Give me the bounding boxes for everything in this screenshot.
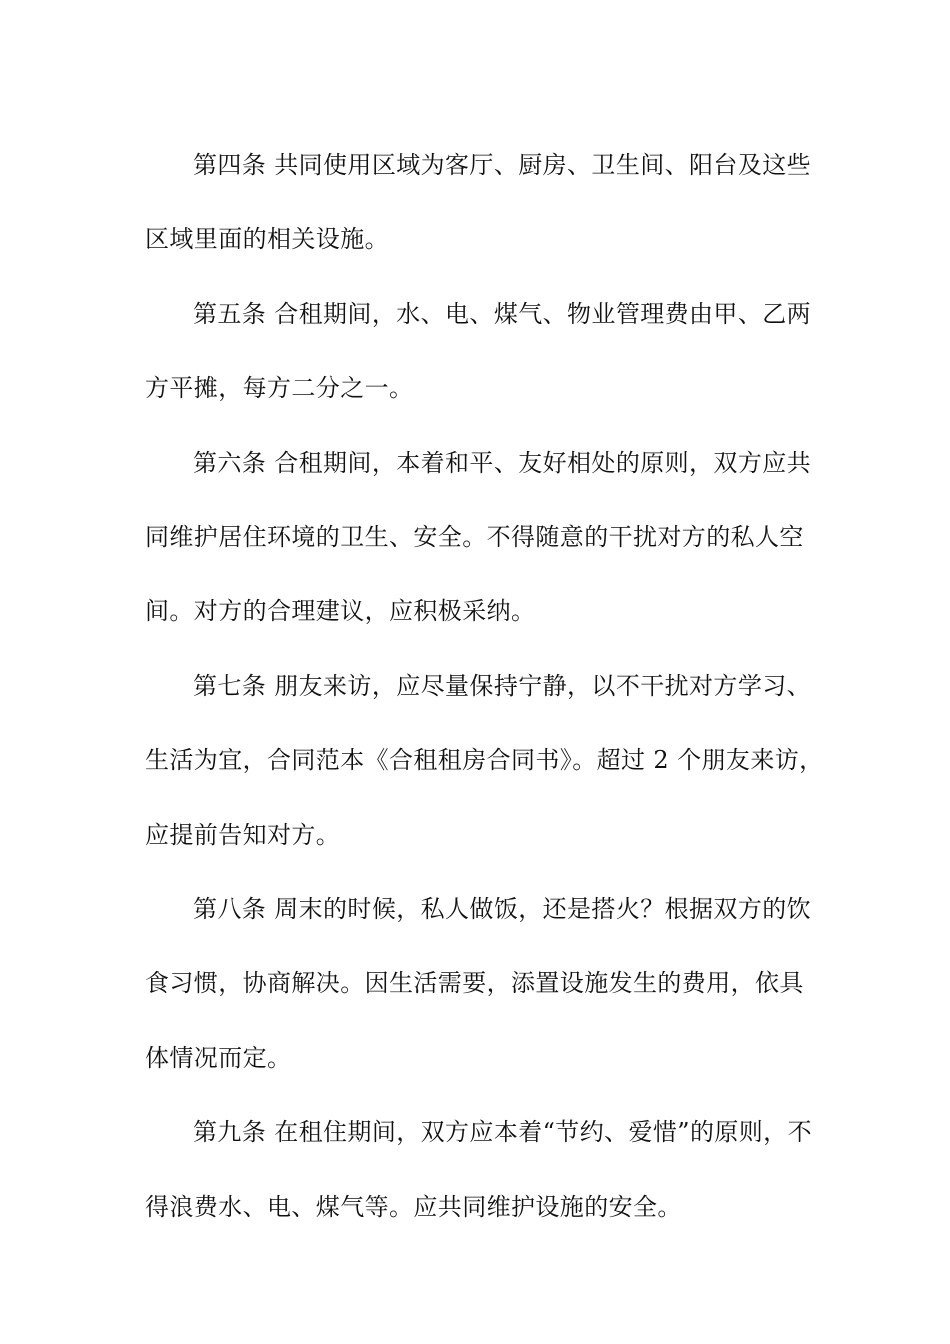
article-6-paragraph: 第六条 合租期间，本着和平、友好相处的原则，双方应共同维护居住环境的卫生、安全。不得随意的干扰对方的私人空间。对方的合理建议，应积极采纳。 (145, 448, 812, 626)
article-9-paragraph: 第九条 在租住期间，双方应本着“节约、爱惜”的原则，不得浪费水、电、煤气等。应共同维护设施的安全。 (145, 1118, 812, 1221)
article-4-paragraph: 第四条 共同使用区域为客厅、厨房、卫生间、阳台及这些区域里面的相关设施。 (145, 151, 812, 254)
article-7-paragraph: 第七条 朋友来访，应尽量保持宁静，以不干扰对方学习、生活为宜，合同范本《合租租房合同书》。超过 2 个朋友来访，应提前告知对方。 (145, 671, 824, 849)
document-body (145, 128, 825, 1244)
article-5-paragraph: 第五条 合租期间，水、电、煤气、物业管理费由甲、乙两方平摊，每方二分之一。 (145, 299, 812, 403)
article-8-paragraph: 第八条 周末的时候，私人做饭，还是搭火？根据双方的饮食习惯，协商解决。因生活需要，添置设施发生的费用，依具体情况而定。 (145, 895, 812, 1072)
